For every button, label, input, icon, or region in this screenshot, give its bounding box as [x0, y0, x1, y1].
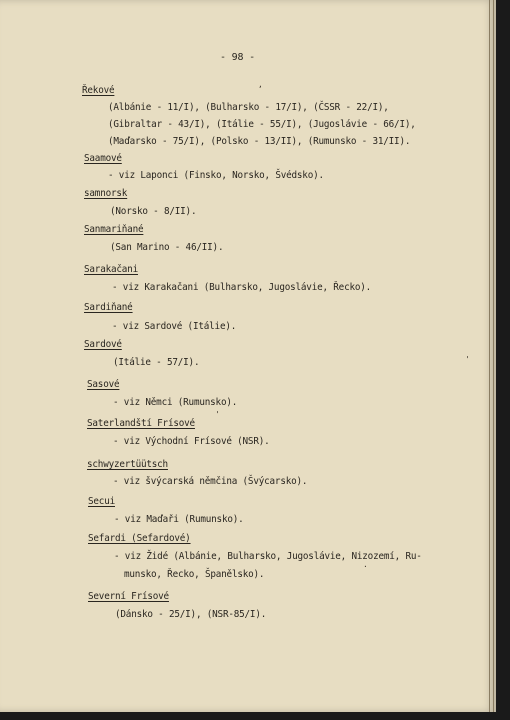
entry-heading: Saamové: [84, 153, 122, 164]
entry-line: - viz Laponci (Finsko, Norsko, Švédsko).: [108, 170, 324, 181]
entry-line: - viz Sardové (Itálie).: [112, 321, 237, 332]
entry-line: - viz Maďaři (Rumunsko).: [114, 514, 244, 525]
entry-line: - viz Východní Frísové (NSR).: [113, 436, 270, 447]
entry-heading: schwyzertüütsch: [87, 459, 168, 470]
entry-heading: Sefardi (Sefardové): [88, 533, 191, 544]
entry-line: (Itálie - 57/I).: [113, 357, 200, 368]
entry-heading: Řekové: [82, 85, 115, 96]
entry-heading: Sarakačani: [84, 264, 138, 275]
entry-line: - viz švýcarská němčina (Švýcarsko).: [113, 476, 308, 487]
stray-mark: ': [465, 355, 470, 364]
entry-line: (Maďarsko - 75/I), (Polsko - 13/II), (Rumunsko - 31/II).: [108, 136, 411, 147]
entry-heading: Severní Frísové: [88, 591, 169, 602]
page-number: - 98 -: [220, 52, 255, 63]
entry-heading: Secui: [88, 496, 115, 507]
page-edge: [493, 0, 494, 712]
stray-mark: ·: [363, 562, 368, 571]
entry-line: (Dánsko - 25/I), (NSR-85/I).: [115, 609, 267, 620]
entry-line: - viz Židé (Albánie, Bulharsko, Jugoslávie, Nizozemí, Ru-: [114, 551, 422, 562]
stray-mark: ,: [258, 80, 263, 89]
entry-heading: Saterlandští Frísové: [87, 418, 195, 429]
entry-line: (Norsko - 8/II).: [110, 206, 197, 217]
entry-heading: Sardiňané: [84, 302, 133, 313]
entry-line: (San Marino - 46/II).: [110, 242, 224, 253]
entry-heading: Sardové: [84, 339, 122, 350]
entry-line: - viz Němci (Rumunsko).: [113, 397, 238, 408]
entry-line: munsko, Řecko, Španělsko).: [124, 569, 265, 580]
entry-heading: Sanmariňané: [84, 224, 144, 235]
entry-line: - viz Karakačani (Bulharsko, Jugoslávie, Řecko).: [112, 282, 372, 293]
entry-heading: samnorsk: [84, 188, 128, 199]
page-edge: [489, 0, 490, 712]
stray-mark: ': [215, 410, 220, 419]
entry-line: (Albánie - 11/I), (Bulharsko - 17/I), (ČSSR - 22/I),: [108, 102, 389, 113]
entry-heading: Sasové: [87, 379, 120, 390]
entry-line: (Gibraltar - 43/I), (Itálie - 55/I), (Jugoslávie - 66/I),: [108, 119, 416, 130]
